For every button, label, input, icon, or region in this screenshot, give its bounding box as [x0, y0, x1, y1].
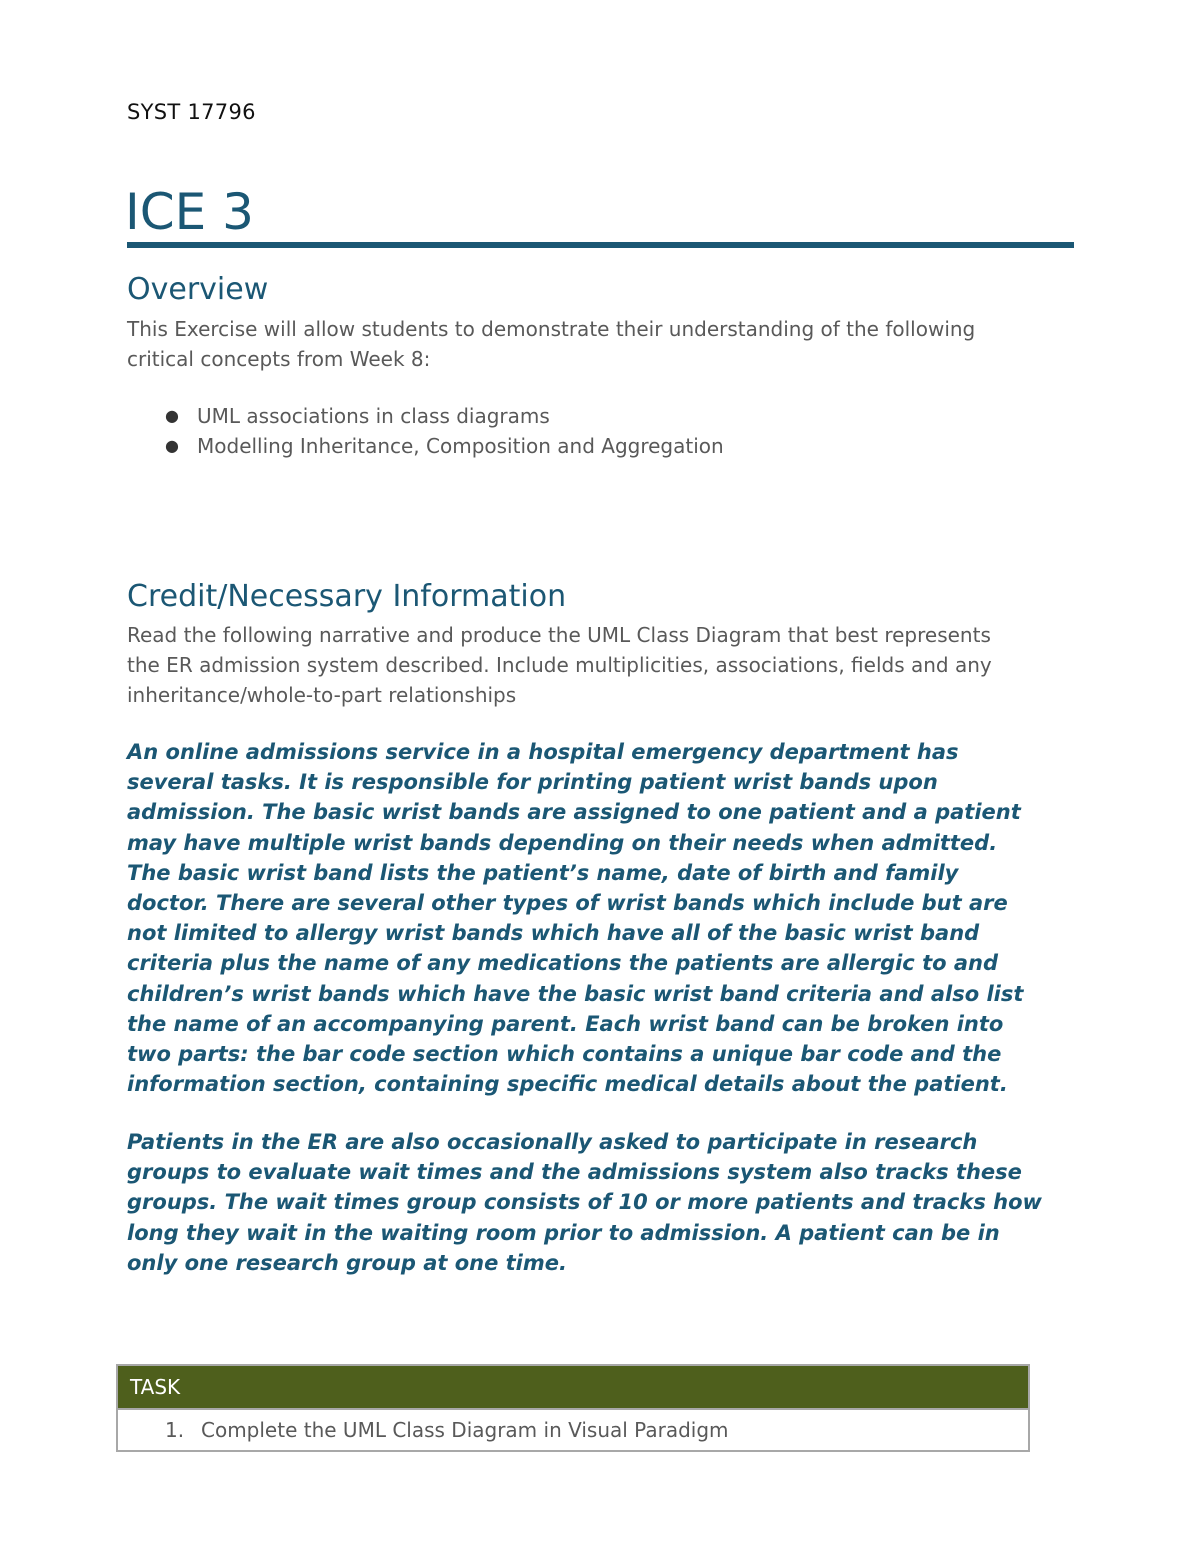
overview-intro	[127, 314, 1077, 374]
title-underline	[127, 242, 1074, 248]
credit-heading: Credit/Necessary Information	[127, 579, 567, 614]
overview-intro-line: critical concepts from Week 8:	[127, 347, 431, 371]
overview-intro-line: This Exercise will allow students to demonstrate their understanding of the following	[127, 317, 976, 341]
narrative-line: groups to evaluate wait times and the admissions system also tracks these	[127, 1160, 1022, 1185]
narrative-line: admission. The basic wrist bands are assigned to one patient and a patient	[127, 800, 1021, 825]
instructions-line: Read the following narrative and produce the UML Class Diagram that best represents	[127, 623, 991, 647]
narrative-paragraph-2	[127, 1127, 1077, 1278]
narrative-line: the name of an accompanying parent. Each wrist band can be broken into	[127, 1011, 1004, 1036]
narrative-line: groups. The wait times group consists of 10 or more patients and tracks how	[127, 1190, 1042, 1215]
list-item	[127, 431, 1077, 461]
narrative-line: long they wait in the waiting room prior to admission. A patient can be in	[127, 1220, 1000, 1245]
bullet-icon: ●	[165, 436, 179, 455]
credit-instructions	[127, 620, 1077, 710]
bullet-icon: ●	[165, 406, 179, 425]
narrative-line: An online admissions service in a hospital emergency department has	[127, 740, 959, 764]
narrative-paragraph-1	[127, 737, 1077, 1099]
list-item-text: UML associations in class diagrams	[197, 404, 550, 428]
narrative-line: The basic wrist band lists the patient’s name, date of birth and family	[127, 860, 959, 885]
table-row	[118, 1410, 1028, 1450]
overview-heading: Overview	[127, 272, 269, 307]
task-number: 1.	[165, 1418, 185, 1442]
task-text: Complete the UML Class Diagram in Visual Paradigm	[201, 1418, 729, 1442]
instructions-line: the ER admission system described. Include multiplicities, associations, fields and any	[127, 653, 992, 677]
narrative-line: several tasks. It is responsible for printing patient wrist bands upon	[127, 770, 938, 795]
narrative-line: not limited to allergy wrist bands which have all of the basic wrist band	[127, 921, 980, 946]
instructions-line: inheritance/whole-to-part relationships	[127, 683, 517, 707]
task-table-header: TASK	[118, 1366, 1028, 1410]
concept-list	[127, 401, 1077, 461]
page-title: ICE 3	[125, 183, 254, 241]
course-code: SYST 17796	[127, 100, 256, 124]
narrative-line: two parts: the bar code section which contains a unique bar code and the	[127, 1042, 1002, 1067]
narrative-line: may have multiple wrist bands depending on their needs when admitted.	[127, 830, 998, 855]
list-item-text: Modelling Inheritance, Composition and Aggregation	[197, 434, 724, 458]
narrative-line: only one research group at one time.	[127, 1250, 567, 1275]
list-item	[127, 401, 1077, 431]
narrative-line: doctor. There are several other types of wrist bands which include but are	[127, 891, 1008, 916]
narrative-line: information section, containing specific medical details about the patient.	[127, 1072, 1008, 1097]
narrative-line: Patients in the ER are also occasionally asked to participate in research	[127, 1130, 978, 1154]
narrative-line: criteria plus the name of any medications the patients are allergic to and	[127, 951, 998, 976]
narrative-line: children’s wrist bands which have the basic wrist band criteria and also list	[127, 981, 1024, 1006]
task-table	[116, 1364, 1030, 1452]
